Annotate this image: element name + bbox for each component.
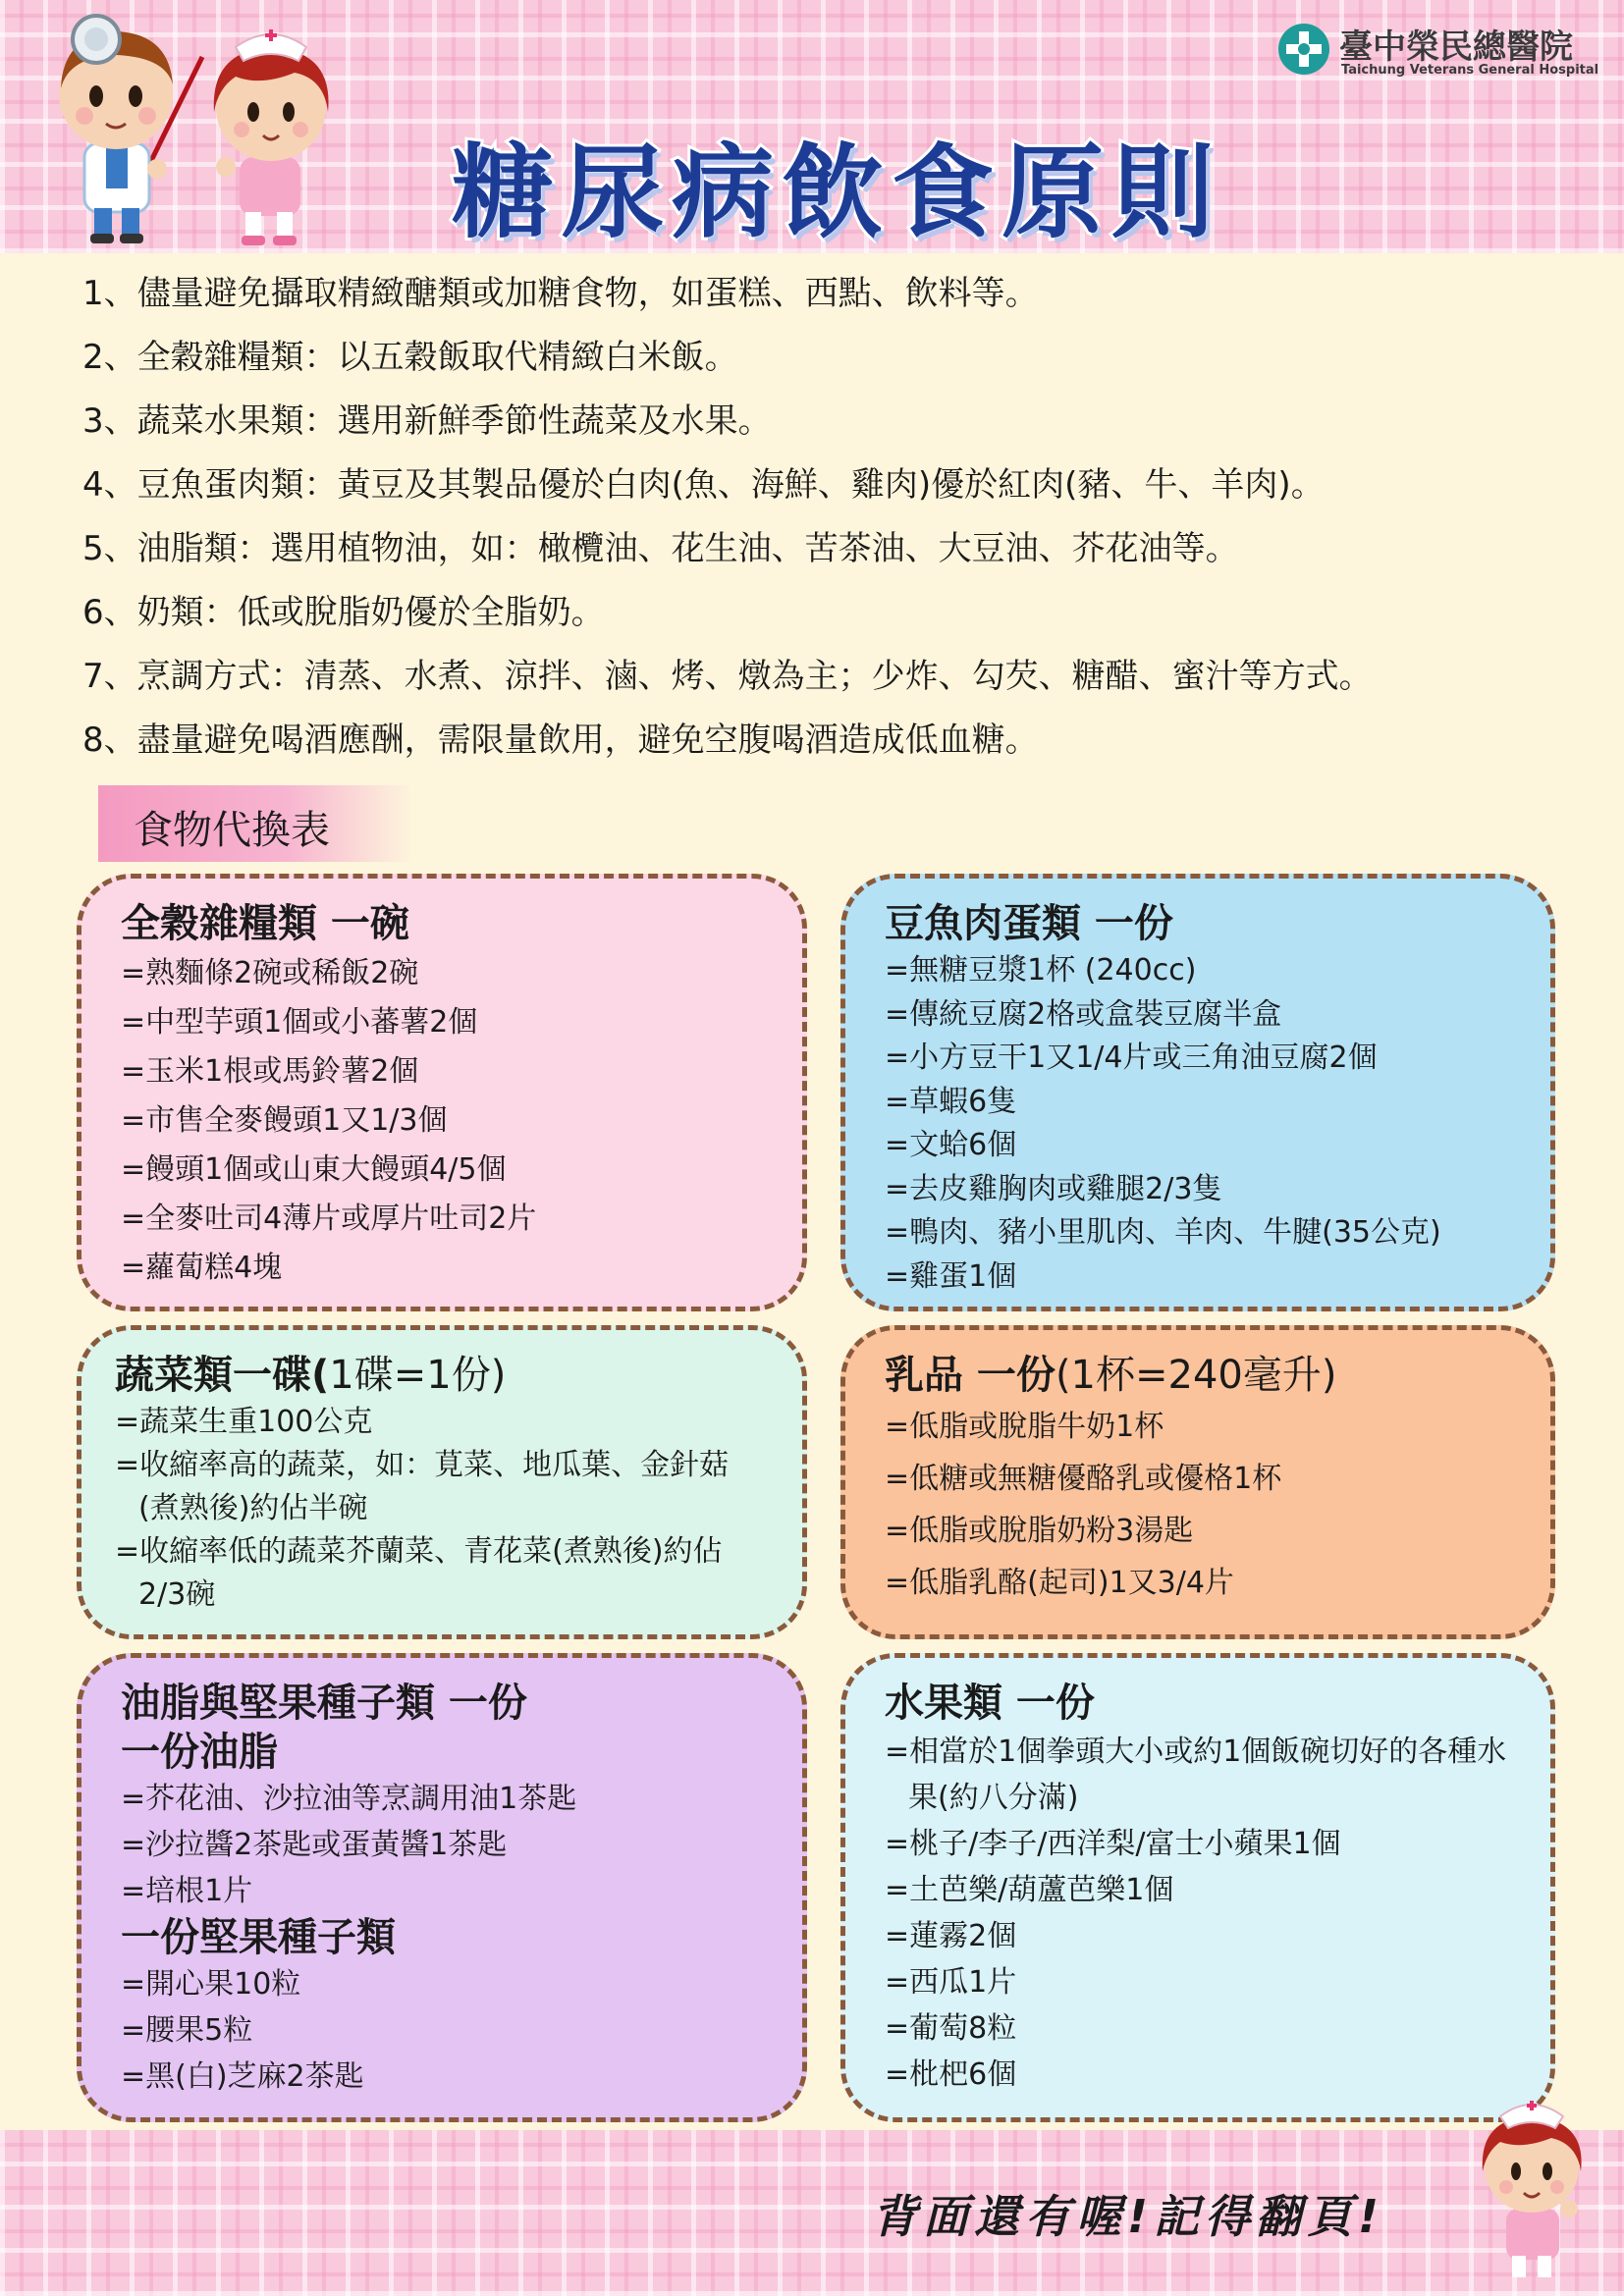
card-title: 豆魚肉蛋類 一份	[885, 901, 1173, 946]
nurse-footer-illustration	[1467, 2091, 1595, 2287]
card-item: =西瓜1片	[885, 1965, 1017, 2000]
card-grains	[77, 874, 807, 1311]
section-title-tag	[98, 785, 412, 862]
card-item: =草蝦6隻	[885, 1084, 1017, 1119]
card-item: =相當於1個拳頭大小或約1個飯碗切好的各種水果(約八分滿)	[885, 1735, 1507, 1815]
card-item: =雞蛋1個	[885, 1258, 1017, 1294]
rule-item: 5、油脂類：選用植物油，如：橄欖油、花生油、苦茶油、大豆油、芥花油等。	[82, 529, 1239, 568]
rule-item: 1、儘量避免攝取精緻醣類或加糖食物，如蛋糕、西點、飲料等。	[82, 274, 1039, 313]
card-title: 油脂與堅果種子類 一份	[121, 1681, 527, 1726]
card-item: =培根1片	[121, 1874, 253, 1908]
rule-item: 6、奶類：低或脫脂奶優於全脂奶。	[82, 593, 605, 632]
card-subtitle-oil: 一份油脂	[121, 1730, 278, 1775]
card-item: =土芭樂/葫蘆芭樂1個	[885, 1873, 1174, 1907]
card-item: =熟麵條2碗或稀飯2碗	[121, 956, 419, 990]
card-item: =去皮雞胸肉或雞腿2/3隻	[885, 1171, 1222, 1206]
card-title-light: 1碟=1份)	[329, 1353, 507, 1398]
rule-item: 7、烹調方式：清蒸、水煮、涼拌、滷、烤、燉為主；少炸、勾芡、糖醋、蜜汁等方式。	[82, 657, 1373, 696]
rule-item: 3、蔬菜水果類：選用新鮮季節性蔬菜及水果。	[82, 401, 772, 441]
card-item: =玉米1根或馬鈴薯2個	[121, 1054, 419, 1089]
card-item: =低糖或無糖優酪乳或優格1杯	[885, 1462, 1282, 1496]
hospital-emblem-icon	[1276, 22, 1331, 77]
card-item: =文蛤6個	[885, 1128, 1017, 1162]
card-item: =收縮率高的蔬菜，如：莧菜、地瓜葉、金針菇(煮熟後)約佔半碗	[115, 1448, 730, 1525]
card-item: =饅頭1個或山東大饅頭4/5個	[121, 1152, 507, 1187]
card-item: =蔬菜生重100公克	[115, 1405, 373, 1439]
card-item: =鴨肉、豬小里肌肉、羊肉、牛腱(35公克)	[885, 1215, 1441, 1250]
card-item: =腰果5粒	[121, 2013, 253, 2048]
hospital-name-en: Taichung Veterans General Hospital	[1341, 63, 1599, 78]
card-item: =芥花油、沙拉油等烹調用油1茶匙	[121, 1782, 577, 1816]
hospital-name-zh: 臺中榮民總醫院	[1339, 27, 1573, 67]
card-protein	[840, 874, 1555, 1311]
card-dairy	[840, 1325, 1555, 1639]
card-item: =市售全麥饅頭1又1/3個	[121, 1103, 448, 1138]
footer-note: 背面還有喔!記得翻頁!	[872, 2190, 1384, 2243]
card-item: =蘿蔔糕4塊	[121, 1251, 283, 1285]
card-item: =低脂或脫脂奶粉3湯匙	[885, 1514, 1194, 1548]
doctor-character-illustration	[39, 6, 206, 251]
page-title: 糖尿病飲食原則	[452, 133, 1222, 252]
card-item: =黑(白)芝麻2茶匙	[121, 2059, 364, 2094]
card-title: 水果類 一份	[885, 1681, 1095, 1726]
card-title	[885, 1350, 1517, 1401]
card-item: =低脂或脫脂牛奶1杯	[885, 1410, 1164, 1444]
card-title-bold: 蔬菜類一碟(	[115, 1353, 330, 1398]
card-item: =低脂乳酪(起司)1又3/4片	[885, 1566, 1234, 1600]
card-item: =傳統豆腐2格或盒裝豆腐半盒	[885, 996, 1282, 1032]
section-title: 食物代換表	[134, 808, 330, 853]
card-title-bold: 乳品 一份	[885, 1353, 1056, 1398]
card-title-light: (1杯=240毫升)	[1055, 1353, 1337, 1398]
card-item: =開心果10粒	[121, 1967, 301, 2002]
card-item: =枇杷6個	[885, 2057, 1017, 2092]
card-item: =蓮霧2個	[885, 1919, 1017, 1953]
rule-item: 2、全穀雜糧類：以五穀飯取代精緻白米飯。	[82, 338, 738, 377]
card-fruit	[840, 1653, 1555, 2122]
card-item: =中型芋頭1個或小蕃薯2個	[121, 1005, 478, 1040]
card-fats-nuts	[77, 1653, 807, 2122]
rule-item: 8、盡量避免喝酒應酬，需限量飲用，避免空腹喝酒造成低血糖。	[82, 721, 1039, 760]
card-item: =小方豆干1又1/4片或三角油豆腐2個	[885, 1041, 1378, 1075]
card-vegetables	[77, 1325, 807, 1639]
card-item: =全麥吐司4薄片或厚片吐司2片	[121, 1201, 537, 1236]
nurse-character-illustration	[196, 18, 344, 249]
hospital-logo	[1276, 18, 1600, 77]
diet-rules-list	[82, 265, 1595, 775]
card-title: 全穀雜糧類 一碗	[121, 901, 409, 946]
card-item: =葡萄8粒	[885, 2011, 1017, 2046]
rule-item: 4、豆魚蛋肉類：黃豆及其製品優於白肉(魚、海鮮、雞肉)優於紅肉(豬、牛、羊肉)。	[82, 465, 1325, 505]
card-item: =沙拉醬2茶匙或蛋黃醬1茶匙	[121, 1828, 508, 1862]
card-subtitle-nuts: 一份堅果種子類	[121, 1915, 396, 1960]
card-item: =無糖豆漿1杯 (240cc)	[885, 953, 1197, 988]
card-item: =收縮率低的蔬菜芥蘭菜、青花菜(煮熟後)約佔2/3碗	[115, 1534, 723, 1612]
card-title	[115, 1350, 769, 1401]
card-item: =桃子/李子/西洋梨/富士小蘋果1個	[885, 1827, 1341, 1861]
